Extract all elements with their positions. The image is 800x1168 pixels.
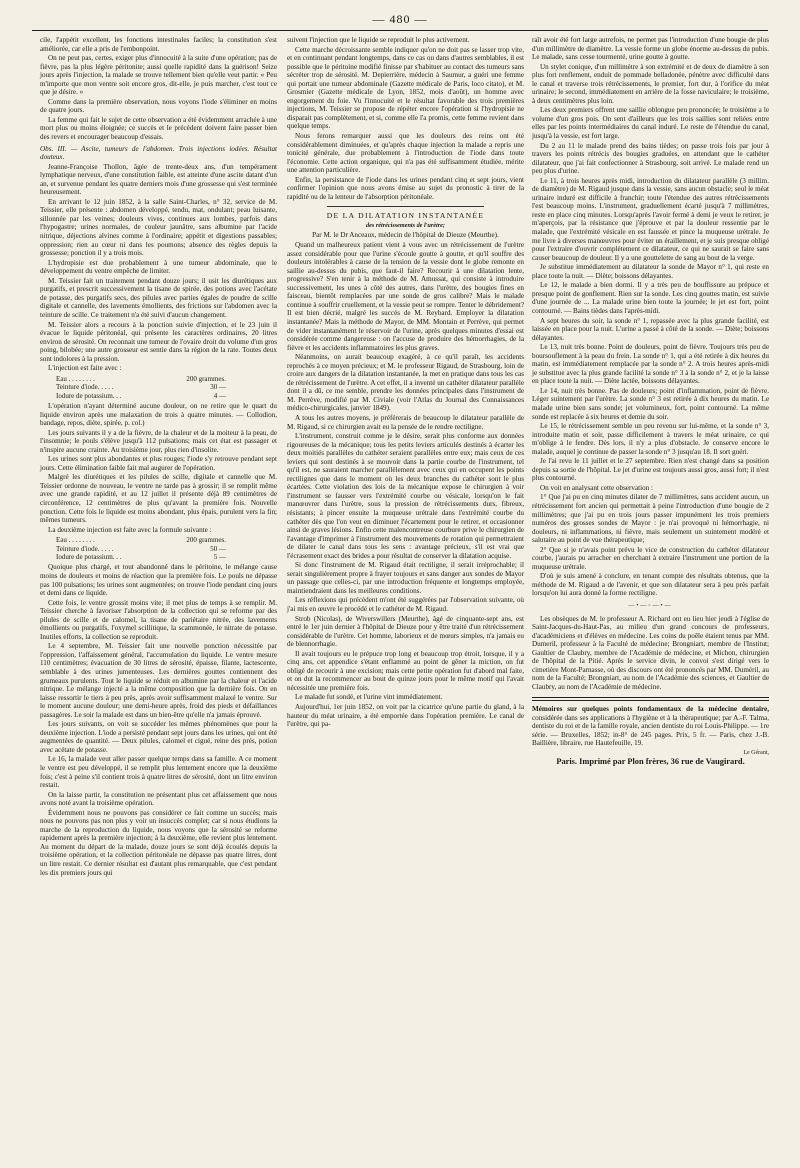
formula-ingredient: Teinture d'iode. . . . . xyxy=(56,544,114,553)
column-left xyxy=(40,36,277,878)
paragraph: Cette marche décroissante semble indiquer qu'on ne doit pas se lasser trop vite, et en continuant pendant longtemps, dans ce cas ou dans d'autres semblables, il est possible que le péritoine modifié finisse par s'habituer au contact des tumeurs sans sécréter trop de sérosité. M. Depierrière, médecin à Saumur, a guéri une femme qui portait une tumeur abdominale (Gazette médicale de Paris, loco citato), et M. Grosmier (Gazette médicale de Lyon, 1852, mois d'août), un homme avec engorgement du foie. Vu l'innocuité et le résultat favorable des trois premières injections, M. Teissier se propose de répéter encore l'opération si l'hydropisie ne disparait pas complètement, et si, comme elle l'a promis, cette femme revient dans quelque temps. xyxy=(287,45,524,131)
paragraph: D'où je suis amené à conclure, en tenant compte des résultats obtenus, que la méthode de M. Rigaud a de l'avenir, et que son dilatateur sera à peu près parfait lorsqu'on lui aura donné la forme rectiligne. xyxy=(532,572,769,598)
paragraph: Malgré les diurétiques et les pilules de scille, digitale et cannelle que M. Teissier ordonne de nouveau, le ventre ne tarde pas à grossir; il se remplit même avec une grande rapidité, et au 12 juillet il présente déjà 89 centimètres de circonférence, 12 centimètres de plus qu'avant la première fois. Nouvelle ponction. Cette fois le liquide est moins abondant, plus épais, purulent vers la fin; mêmes tumeurs. xyxy=(40,473,277,525)
paragraph: Quoique plus chargé, et tout abandonné dans le péritoine, le mélange cause moins de douleurs et moins de réaction que la première fois. Le pouls ne dépasse pas 100 pulsations; les urines sont augmentées; on trouve l'iode pendant cinq jours et demi dans ce liquide. xyxy=(40,563,277,598)
paragraph: Du 2 au 11 le malade prend des bains tièdes; on passe trois fois par jour à travers les points rétrécis des bougies graduées, en attendant que le cathéter dilatateur, que j'ai fait confectionner à Strasbourg, soit arrivé. Le malade rend un peu plus d'urine. xyxy=(532,141,769,176)
paragraph: La femme qui fait le sujet de cette observation a été évidemment arrachée à une mort plus ou moins éloignée; ce succès et le précédent doivent faire passer bien des revers et encourager beaucoup d'essais. xyxy=(40,115,277,142)
paragraph: Cette fois, le ventre grossit moins vite; il met plus de temps à se remplir. M. Teissier cherche à favoriser l'absorption de la collection qui se reforme par des pilules de scille et de calomel, la tisane de pariétaire nitrée, des lavements émollients ou purgatifs, l'oxymel scillitique, la scammonée, le nitrate de potasse. Inutiles efforts, la collection se reproduit. xyxy=(40,598,277,641)
paragraph: On la laisse partir, la constitution ne présentant plus cet affaissement que nous avons noté avant la troisième opération. xyxy=(40,790,277,808)
paragraph: La deuxième injection est faite avec la formule suivante : xyxy=(48,525,212,534)
formula-row xyxy=(56,553,277,561)
section-title: DE LA DILATATION INSTANTANÉE xyxy=(326,211,485,221)
paragraph: suivent l'injection que le liquide se reproduit le plus activement. xyxy=(287,36,470,44)
paragraph: Évidemment nous ne pouvons pas considérer ce fait comme un succès; mais nous ne pouvons pas non plus y voir un insuccès complet; car si nous étudions la marche de la reproduction du liquide, nous voyons que la sérosité se reforme rapidement après la première injection; à la deuxième, elle revient plus lentement. Au moment du départ de la malade, douze jours se sont déjà écoulés depuis la troisième opération, et la collection péritonéale ne dépasse pas quatre litres, dont un litre restait. Ce dernier résultat est d'autant plus remarquable, que c'est pendant les dix premiers jours qui xyxy=(40,808,277,877)
observation-title: Obs. III. — Ascite, tumeurs de l'abdomen. Trois injections iodées. Résultat douteux. xyxy=(40,144,277,162)
paragraph: Les deux premiers offrent une saillie oblongue peu prononcée; le troisième a le volume d'un gros pois. On sent d'ailleurs que les trois saillies sont reliées entre elles par les points intermédiaires du canal induré. Le reste de l'étendue du canal, jusqu'à la vessie, est fort large. xyxy=(532,106,769,141)
formula-quantity: 200 grammes. xyxy=(186,374,226,383)
paragraph: Le 4 septembre, M. Teissier fait une nouvelle ponction nécessitée par l'oppression, l'affaissement général, l'accumulation du liquide. Le ventre mesure 110 centimètres; évacuation de 30 litres de sérosité, épaisse, filante, lactescente, semblable à des urines jumenteuses. Les dernières gouttes contiennent des grumeaux purulents. Tout le liquide se réduit en albumine par la chaleur et l'acide nitrique. Le mélange injecté a la même composition que la dernière fois. On en laisse ressortir le tiers à peu près, après avoir suffisamment malaxé le ventre. Sur le moment aucune douleur; une demi-heure après, froid des pieds et défaillances passagères. Le soir la malade est dans un bien-être qu'elle n'a jamais éprouvé. xyxy=(40,642,277,719)
formula-quantity: 30 — xyxy=(210,383,226,392)
formula-ingredient: Teinture d'iode. . . . . xyxy=(56,383,114,392)
formula-row xyxy=(56,545,277,553)
paragraph: L'opération n'ayant déterminé aucune douleur, on ne retire que le quart du liquide environ après une malaxation de trois à quatre minutes. — Collodion, bandage, repos, diète, spirée, p. col.) xyxy=(40,402,277,428)
paragraph: Comme dans la première observation, nous voyons l'iode s'éliminer en moins de quatre jours. xyxy=(40,97,277,115)
paragraph: A tous les autres moyens, je préférerais de beaucoup le dilatateur parallèle de M. Rigaud, si ce chirurgien avait eu la pensée de le rendre rectiligne. xyxy=(287,413,524,431)
paragraph: Néanmoins, on aurait beaucoup exagéré, à ce qu'il paraît, les accidents reprochés à ce moyen précieux; et M. le professeur Rigaud, de Strasbourg, loin de croire aux dangers de la dilatation instantanée, la met en pratique dans tous les cas de rétrécissement de l'urètre. A cet effet, il a inventé un cathéter dilatateur parallèle dont il a dû, ce me semble, prendre les données principales dans l'instrument de M. Perrève, modifié par M. Civiale (voir l'Atlas du Journal des Connaissances médico-chirurgicales, janvier 1849). xyxy=(287,353,524,413)
formula-2 xyxy=(56,536,277,561)
column-right xyxy=(532,36,769,768)
paragraph: Le 11, à trois heures après midi, introduction du dilatateur parallèle (3 millim. de diamètre) de M. Rigaud jusque dans la vessie, sans aucun obstacle; seul le méat urinaire induré est difficile à franchir; toute l'étendue des autres rétrécissements l'est beaucoup moins. L'instrument, graduellement écarté jusqu'à 7 millimètres, reste en place cinq minutes. Lorsqu'après l'avoir fermé à demi je veux le retirer, je m'aperçois, par la résistance que j'éprouve et par la douleur ressentie par le malade, que l'extrémité vésicale en est faussée et pince la muqueuse urétrale. Je me livre à diverses manœuvres pour éviter un éraillement, et je suis presque obligé pour l'extraire d'ouvrir complètement ce dilatateur, ce qui ne saurait se faire sans causer beaucoup de douleur. Il y a une gouttelette de sang au bout de la verge. xyxy=(532,176,769,262)
formula-ingredient: Eau . . . . . . . . xyxy=(56,374,95,383)
formula-row xyxy=(56,536,277,544)
section-subtitle: des rétrécissements de l'urètre; xyxy=(366,221,445,229)
page-number: — 480 — xyxy=(372,12,428,26)
formula-quantity: 5 — xyxy=(213,553,226,562)
paragraph: M. Teissier fait un traitement pendant douze jours; il usit les diurétiques aux purgatifs, et prescrit successivement la tisane de spirée, des potions avec l'acétate de potasse, des purgatifs secs, des pilules avec parties égales de poudre de scille digitale et cannelle, des lavements émollients, des frictions sur l'abdomen avec la teinture de scille. Ce traitement n'a été suivi d'aucun changement. xyxy=(40,276,277,319)
paragraph: L'injection est faite avec : xyxy=(48,364,122,373)
formula-ingredient: Iodure de potassium. . . xyxy=(56,553,122,562)
section-divider xyxy=(327,206,484,207)
ornament-divider: —•—◦—•— xyxy=(628,603,673,609)
paragraph: En arrivant le 12 juin 1852, à la salle Saint-Charles, n° 32, service de M. Teissier, elle présente : abdomen développé, tendu, mat, ondulant; peau luisante, sillonnée par les veines; douleurs vives, continues aux lombes, parfois dans l'hypogastre; urines normales, de couleur jaunâtre, sans albumine par l'acide nitrique, déjections alvines comme à l'ordinaire; appétit et digestions passables; oppression; rien au cœur ni dans les poumons; absence des règles depuis la grossesse; ponction il y a trois mois. xyxy=(40,197,277,258)
book-notice xyxy=(532,705,769,748)
paragraph: On ne peut pas, certes, exiger plus d'innocuité à la suite d'une opération; pas de fièvre, pas la plus légère péritonite; aussi quelle rapidité dans la guérison! Seize jours après l'injection, la malade se trouve tellement bien qu'elle veut partir. « Peu m'importe que mon ventre soit encore gros, dit-elle, je puis marcher, c'est tout ce que je désire. » xyxy=(40,54,277,97)
paragraph: 1° Que j'ai pu en cinq minutes dilater de 7 millimètres, sans accident aucun, un rétrécissement fort ancien qui permettait à peine l'introduction d'une bougie de 2 millimètres; que j'ai pu en trois jours passer impunément les trois premiers numéros des grosses sondes de Mayor : je n'ai provoqué ni hémorrhagie, ni douleurs, ni inflammations, ni fièvre, mais seulement un suintement modéré et salutaire au point de vue thérapeutique; xyxy=(532,493,769,545)
paragraph: Le 12, le malade a bien dormi. Il y a très peu de bouffissure au prépuce et presque point de gonflement. Rien sur la sonde. Les cinq gouttes matin, est suivie d'une journée de ... La malade urine bien toute la journée; le jet est fort, point contourné. — Bains tièdes dans l'après-midi. xyxy=(532,281,769,315)
paragraph: A sept heures du soir, la sonde n° 1, repassée avec la plus grande facilité, est laissée en place pour la nuit. L'urine a passé à côté de la sonde. — Diète; boissons délayantes. xyxy=(532,316,769,342)
paragraph: Les jours suivants, on voit se succéder les mêmes phénomènes que pour la deuxième injection. L'iode a persisté pendant sept jours dans les urines, qui ont été augmentées de quantité. — Deux pilules, calomel et cigué, reine des prés, potion avec acétate de potasse. xyxy=(40,720,277,754)
paragraph: Le 13, nuit très bonne. Point de douleurs, point de fièvre. Toujours très peu de boursouflement à la peau du frein. La sonde n° 1, qui a été retirée à dix heures du matin, est immédiatement remplacée par la sonde n° 2. A trois heures après-midi je substitue avec la plus grande facilité la sonde n° 3 à la sonde n° 2, et je la laisse en place toute la nuit. — Diète lactée, boissons délayantes. xyxy=(532,343,769,386)
formula-row xyxy=(56,375,277,383)
byline: Par M. le Dr Anceaux, médecin de l'hôpital de Dieuze (Meurthe). xyxy=(312,231,499,240)
paragraph: cile, l'appétit excellent, les fonctions intestinales faciles; la constitution s'est améliorée, car elle a pris de l'embonpoint. xyxy=(40,36,277,53)
formula-1 xyxy=(56,375,277,400)
paragraph: Le 16, la malade veut aller passer quelque temps dans sa famille. A ce moment le ventre est peu développé, il se remplit plus lentement encore que la deuxième fois; c'est à peine s'il contient trois à quatre litres de sérosité, dont un litre environ restait. xyxy=(40,755,277,790)
paragraph: Jeanne-Françoise Thollon, âgée de trente-deux ans, d'un tempérament lymphatique nerveux, d'une constitution faible, est atteinte d'une ascite datant d'un an, et survenue pendant les quatre derniers mois d'une grossesse qui s'est terminée heureusement. xyxy=(40,162,277,197)
paragraph: M. Teissier alors a recours à la ponction suivie d'injection, et le 23 juin il évacue le liquide péritonéal, qui présente les caractères ordinaires, 20 litres environ de sérosité. On reconnait une tumeur de l'ovaire droit du volume d'un gros poing, bilobée; une autre grosseur est sentie dans la région de la rate. Toutes deux sont indolores à la pression. xyxy=(40,320,277,363)
book-details: considérée dans ses applications à l'hygiène et à la thérapeutique; par A.-F. Talma, dentiste du roi et de la famille royale, ancien dentiste du roi Louis-Philippe. — 1re série. — Bruxelles, 1852; in-8° de 245 pages. Prix, 5 fr. — Paris, chez J.-B. Baillière, libraire, rue Hautefeuille, 19. xyxy=(532,713,769,748)
formula-quantity: 4 — xyxy=(213,391,226,400)
formula-ingredient: Eau . . . . . . . . xyxy=(56,536,95,545)
formula-ingredient: Iodure de potassium. . . xyxy=(56,391,122,400)
paragraph: Enfin, la persistance de l'iode dans les urines pendant cinq et sept jours, vient confirmer l'opinion que nous avons émise au sujet du pronostic à tirer de la rapidité ou de la lenteur de l'absorption péritonéale. xyxy=(287,175,524,201)
formula-quantity: 200 grammes. xyxy=(186,536,226,545)
formula-row xyxy=(56,392,277,400)
paragraph: Un stylet conique, d'un millimètre à son extrémité et de deux de diamètre à son plus fort renflement, enduit de pommade belladonée, pénètre avec difficulté dans le canal et traverse trois rétrécissements, le premier, fort dur, à l'orifice du méat urinaire; le second, immédiatement en arrière de la fosse naviculaire; le troisième, à deux centimètres plus loin. xyxy=(532,62,769,105)
formula-quantity: 50 — xyxy=(210,544,226,553)
paragraph: Aujourd'hui, 1er juin 1852, on voit par la cicatrice qu'une partie du gland, à la hauteur du méat urinaire, a été emportée dans l'opération première. Le canal de l'urètre, qui pa- xyxy=(287,703,524,729)
paragraph: Nous ferons remarquer aussi que les douleurs des reins ont été considérablement diminuées, et qu'après chaque injection la malade a repris une tonicité générale, due probablement à l'introduction de l'iode dans toute l'économie. Cette action organique, qui n'a pas été suffisamment étudiée, mérite une attention particulière. xyxy=(287,132,524,175)
paragraph: Les urines sont plus abondantes et plus rouges; l'iode s'y retrouve pendant sept jours. Cette élimination faible fait mal augurer de l'opération. xyxy=(40,455,277,472)
paragraph: Les réflexions qui précèdent m'ont été suggérées par l'observation suivante, où j'ai mis en œuvre le procédé et le cathéter de M. Rigaud. xyxy=(287,596,524,613)
paragraph: Les obsèques de M. le professeur A. Richard ont eu lieu hier jeudi à l'église de Saint-Jacques-du-Haut-Pas, au milieu d'un grand concours de professeurs, d'académiciens et d'élèves en médecine. Les coins du poêle étaient tenus par MM. Dumeril, professeur à la Faculté de médecine; Brongniart, membre de l'Institut; Gaultier de Claubry, membre de l'Académie de médecine, et Michon, chirurgien de l'hôpital de la Pitié. Après le service divin, le convoi s'est dirigé vers le cimetière Mont-Parnasse, où des discours ont été prononcés par MM. Duméril, au nom de la Faculté; Brongniart, au nom de l'Académie des sciences, et Gaultier de Claubry, au nom de l'Académie de médecine. xyxy=(532,614,769,691)
paragraph: Le 15, le rétrécissement semble un peu revenu sur lui-même, et la sonde n° 3, introduite matin et soir, passe difficilement à travers le méat urinaire, ce qui m'oblige à le fendre. Dès lors, il n'y a plus d'obstacle. Je conserve encore le malade, auquel je continue de passer la sonde n° 3 jusqu'au 18. Il sort guéri. xyxy=(532,422,769,456)
printer-imprint: Paris. Imprimé par Plon frères, 36 rue de Vaugirard. xyxy=(556,757,745,767)
paragraph: Strob (Nicolas), de Wiverswillers (Meurthe), âgé de cinquante-sept ans, est entré le 1er juin dernier à l'hôpital de Dieuze pour y être traité d'un rétrécissement considérable de l'urètre. Cet homme, laborieux et de mœurs simples, n'a jamais eu de blennorrhagie. xyxy=(287,614,524,649)
book-title: Mémoires sur quelques points fondamentaux de la médecine dentaire, xyxy=(532,704,769,713)
gerant-label: Le Gérant, xyxy=(743,749,769,756)
top-rule xyxy=(32,30,768,31)
double-rule xyxy=(532,697,769,701)
column-middle xyxy=(287,36,524,730)
paragraph: Quand un malheureux patient vient à vous avec un rétrécissement de l'urètre assez considérable pour que l'urine s'écoule goutte à goutte, et qu'il souffre des douleurs intolérables à cause de la tension de la vessie dont le globe remonte en saillie au-dessus du pubis, que faut-il faire? Recourir à une dilatation lente, progressive? S'en tenir à la méthode de M. Amussat, qui consiste à introduire successivement, les unes à côté des autres, dans l'urètre, des bougies fines en faisceau, bientôt remplacées par une sonde de gros calibre? Mais le malade continue à souffrir cruellement, et la vessie peut se rompre. Tenter le débridement? Il est bien décrié, malgré les succès de M. Reybard. Employer la dilatation instantanée? Mais la méthode de Mayor, de MM. Montain et Perrève, qui permet de vider instantanément le réservoir de l'urine, après quelques minutes d'essai est considérée comme dangereuse : on l'accuse de produire des hémorrhagies, de la fièvre et les accidents inflammatoires les plus graves. xyxy=(287,241,524,352)
paragraph: Il avait toujours eu le prépuce trop long et beaucoup trop étroit, lorsque, il y a cinq ans, cet appendice s'étant enflammé au point de gêner la miction, on fut obligé de recourir à une excision; mais cette petite opération fut d'abord mal faite, et on dut la recommencer au bout de quinze jours pour le même motif qui l'avait nécessitée une première fois. xyxy=(287,649,524,692)
paragraph: On voit en analysant cette observation : xyxy=(540,483,654,492)
paragraph: Si donc l'instrument de M. Rigaud était rectiligne, il serait irréprochable; il serait singulièrement propre à frayer toujours et sans danger aux sondes de Mayor un passage que celles-ci, par une introduction fréquente et longtemps employée, maintiendraient dans les meilleures conditions. xyxy=(287,561,524,595)
paragraph: Le 14, nuit très bonne. Pas de douleurs; point d'inflammation, point de fièvre. Léger suintement par l'urètre. La sonde n° 3 est retirée à dix heures du matin. Le malade urine bien sans sonde; jet volumineux, fort, point contourné. La même sonde est replacée à six heures et demie du soir. xyxy=(532,386,769,421)
paragraph: Les jours suivants il y a de la fièvre, de la chaleur et de la moiteur à la peau, de l'insomnie; le pouls s'élève jusqu'à 112 pulsations; mais cet état est passager et n'inspire aucune crainte. Au troisième jour, plus rien d'insolite. xyxy=(40,428,277,454)
formula-row xyxy=(56,383,277,391)
paragraph: Le malade fut sondé, et l'urine vint immédiatement. xyxy=(295,693,443,702)
paragraph: Je l'ai revu le 11 juillet et le 27 septembre. Rien n'est changé dans sa position depuis sa sortie de l'hôpital. Le jet d'urine est toujours aussi gros, aussi fort; il n'est plus contourné. xyxy=(532,457,769,483)
paragraph: L'instrument, construit comme je le désire, serait plus conforme aux données rigoureuses de la mécanique; tous les petits leviers articulés destinés à écarter les deux moitiés parallèles du cathéter seraient parallèles entre eux; mais ceux de ces leviers qui sont destinés à se mouvoir dans la partie courbe de l'instrument, tel qu'il est, ne sauraient marcher parallèlement avec ceux qui en occupent les points rectilignes que dans le moment où les deux branches du cathéter sont le plus écartées. Cette violation des lois de la mécanique expose le chirurgien à voir l'instrument se fausser vers l'extrémité courbe ou vésicale, lorsqu'on le fait manœuvrer dans l'urètre, sous la pression de rétrécissements durs, fibreux, résistants; à pincer ensuite la muqueuse urétrale dans l'extrémité courbe du cathéter dès que l'on veut en diminuer l'écartement pour le retirer, et occasionner ainsi de graves lésions. Enfin cette malencontreuse courbure prive le chirurgien de l'avantage d'imprimer à l'instrument des mouvements de rotation qui permettraient de dilater le canal dans tous les sens : avantage précieux, s'il est vrai que l'écrasement exact des brides a pour résultat de conserver la dilatation acquise. xyxy=(287,432,524,560)
paragraph: L'hydropisie est due probablement à une tumeur abdominale, que le développement du ventre empêche de limiter. xyxy=(40,258,277,276)
paragraph: Je substitue immédiatement au dilatateur la sonde de Mayor n° 1, qui reste en place toute la nuit. — Diète; boissons délayantes. xyxy=(532,263,769,280)
paragraph: raît avoir été fort large autrefois, ne permet pas l'introduction d'une bougie de plus d'un millimètre de diamètre. La vessie forme un globe énorme au-dessus du pubis. Le malade, sans cesse tourmenté, urine goutte à goutte. xyxy=(532,36,769,62)
paragraph: 2° Que si je n'avais point prévu le vice de construction du cathéter dilatateur courbe, j'aurais pu arracher en cherchant à extraire l'instrument une portion de la muqueuse urétrale. xyxy=(532,545,769,571)
